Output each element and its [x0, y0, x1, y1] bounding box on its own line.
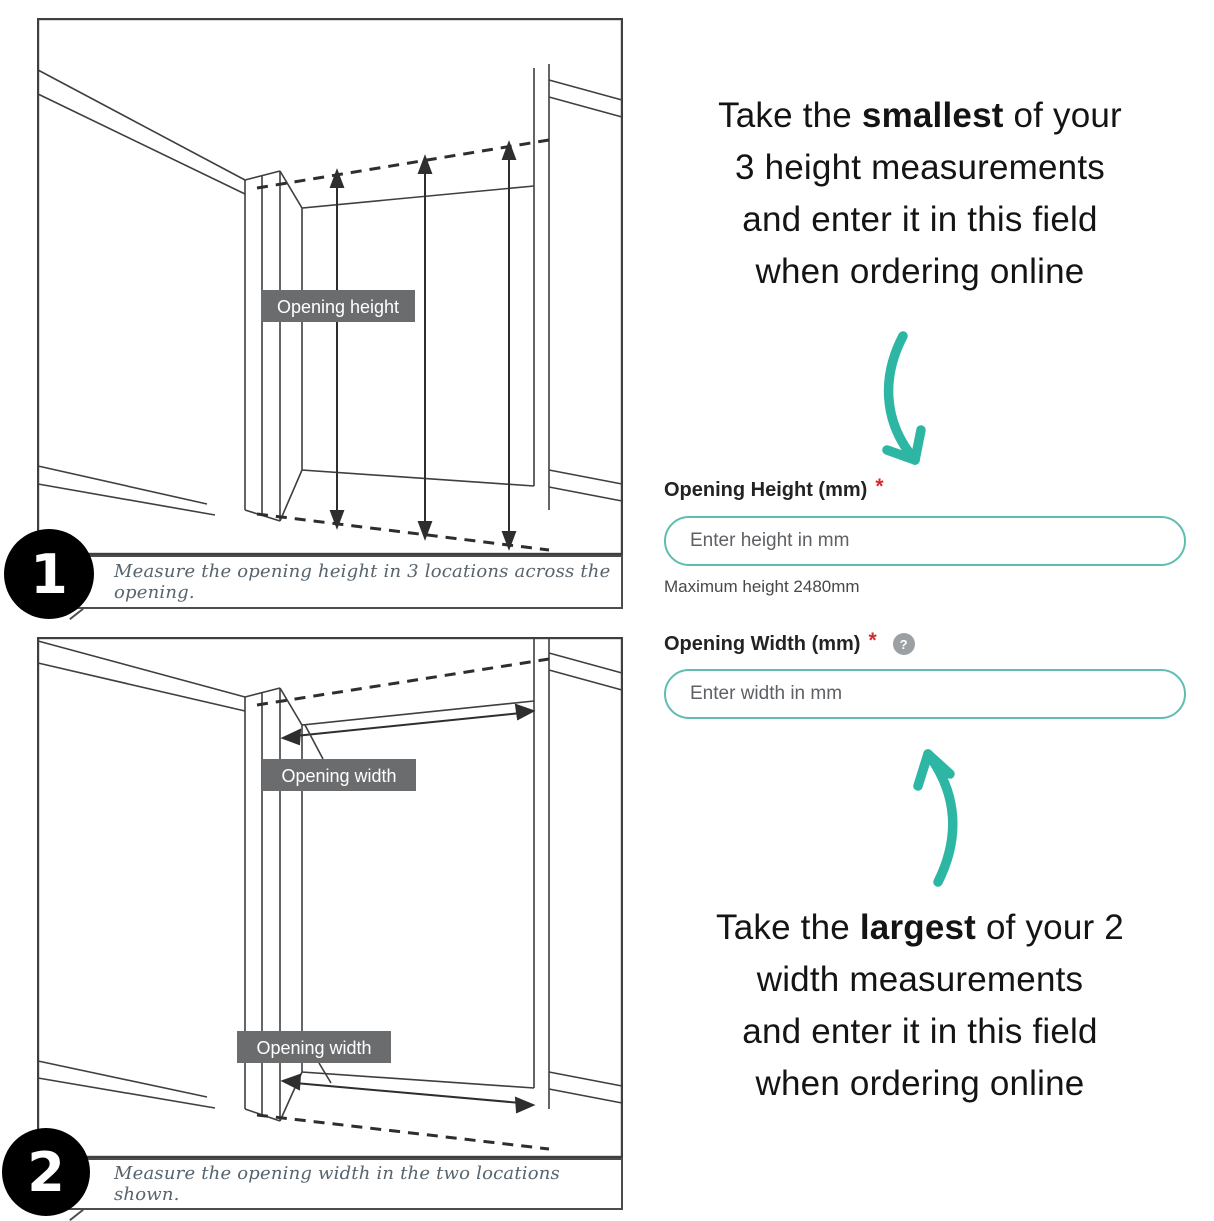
- room-walls: [38, 638, 622, 1157]
- opening-width-field-label: [664, 629, 915, 656]
- height-diagram: [37, 18, 623, 555]
- height-measurement-arrows: [331, 143, 515, 548]
- opening-width-input[interactable]: [664, 669, 1186, 719]
- help-icon[interactable]: ?: [893, 633, 915, 655]
- instruction-line: when ordering online: [755, 1064, 1085, 1103]
- step-2-badge: 2: [2, 1128, 90, 1216]
- height-diagram-drawing: [37, 18, 623, 555]
- height-caption-text: Measure the opening height in 3 locations across the opening.: [114, 561, 611, 603]
- opening-height-input[interactable]: [664, 516, 1186, 566]
- step-1-badge: 1: [4, 529, 94, 619]
- instruction-line: Take the largest of your 2: [716, 908, 1124, 947]
- svg-text:Opening width: Opening width: [281, 766, 397, 786]
- svg-text:Opening width: Opening width: [256, 1038, 372, 1058]
- required-asterisk: *: [868, 629, 877, 652]
- instruction-line: width measurements: [756, 960, 1084, 999]
- opening-width-label-text: Opening Width (mm): [664, 632, 861, 655]
- curved-arrow-down-icon: [873, 330, 945, 472]
- width-caption-text: Measure the opening width in the two locations shown.: [114, 1163, 560, 1205]
- height-instruction-text: [648, 90, 1192, 298]
- opening-height-label-text: Opening Height (mm): [664, 478, 868, 501]
- opening-height-label: [261, 290, 415, 322]
- width-diagram: [37, 637, 623, 1158]
- instruction-line: and enter it in this field: [742, 200, 1098, 239]
- opening-width-label-top: [262, 759, 416, 791]
- instruction-line: and enter it in this field: [742, 1012, 1098, 1051]
- measurement-dashed-lines: [257, 140, 549, 550]
- height-diagram-caption: [50, 555, 623, 609]
- curved-arrow-up-icon: [900, 730, 980, 888]
- width-diagram-caption: [50, 1158, 623, 1210]
- required-asterisk: *: [875, 475, 884, 498]
- width-instruction-text: [648, 902, 1192, 1110]
- room-walls: [38, 19, 622, 554]
- instruction-line: when ordering online: [755, 252, 1085, 291]
- instruction-line: 3 height measurements: [735, 148, 1105, 187]
- opening-width-label-bottom: [237, 1031, 391, 1063]
- instruction-line: Take the smallest of your: [718, 96, 1122, 135]
- width-diagram-drawing: [37, 637, 623, 1158]
- max-height-helper-text: Maximum height 2480mm: [664, 577, 860, 596]
- opening-height-field-label: [664, 475, 884, 502]
- svg-text:Opening height: Opening height: [276, 297, 400, 317]
